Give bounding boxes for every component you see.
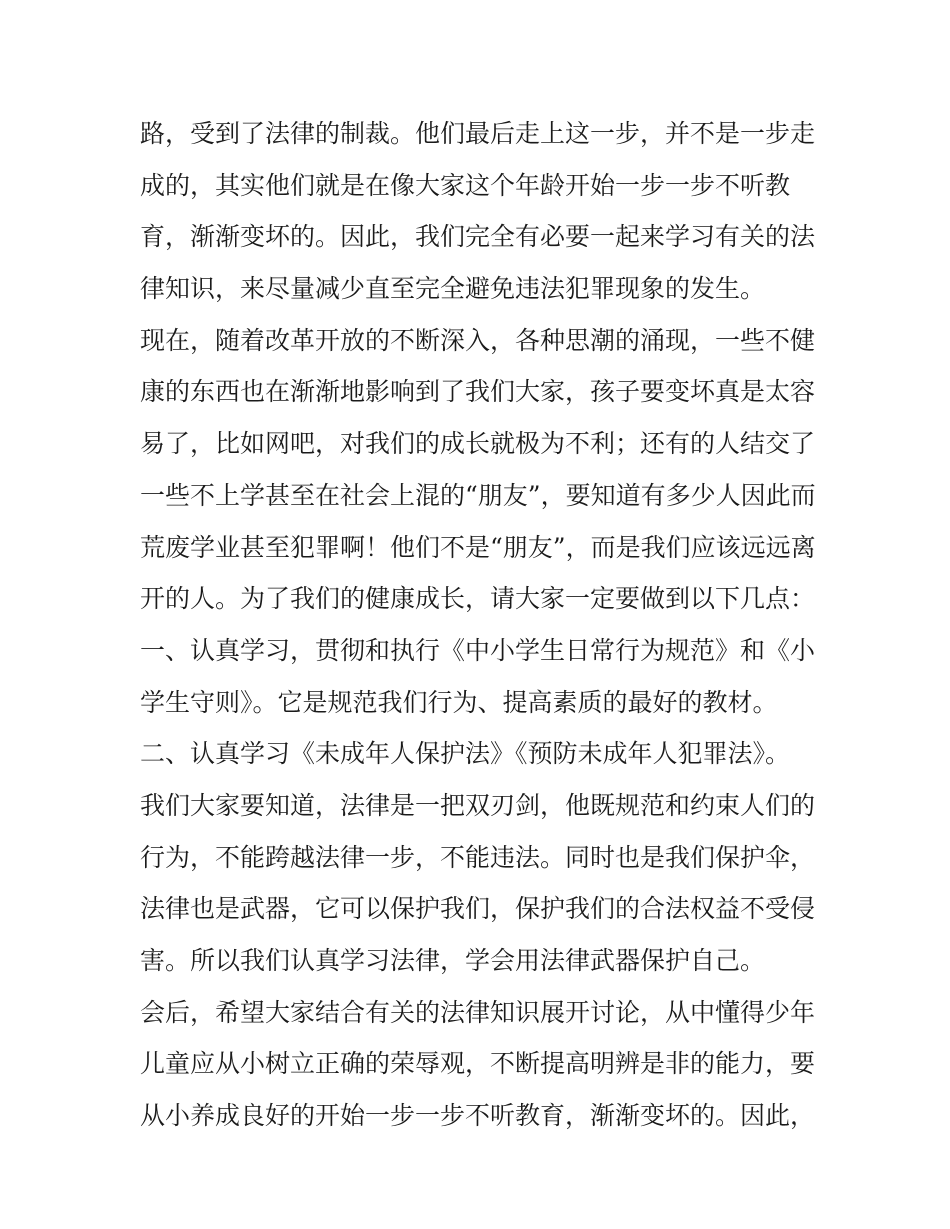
text-line-11: 一、认真学习，贯彻和执行《中小学生日常行为规范》和《小 bbox=[140, 635, 816, 665]
text-line-5: 现在，随着改革开放的不断深入，各种思潮的涌现，一些不健 bbox=[140, 325, 816, 355]
text-line-12: 学生守则》。它是规范我们行为、提高素质的最好的教材。 bbox=[140, 687, 778, 717]
text-line-15: 行为，不能跨越法律一步，不能违法。同时也是我们保护伞， bbox=[140, 842, 816, 872]
text-line-17: 害。所以我们认真学习法律，学会用法律武器保护自己。 bbox=[140, 946, 766, 975]
text-line-19: 儿童应从小树立正确的荣辱观，不断提高明辨是非的能力，要 bbox=[140, 1049, 816, 1079]
text-line-13: 二、认真学习《未成年人保护法》《预防未成年人犯罪法》。 bbox=[140, 739, 791, 769]
text-line-3: 育，渐渐变坏的。因此，我们完全有必要一起来学习有关的法 bbox=[140, 222, 816, 252]
text-line-14: 我们大家要知道，法律是一把双刃剑，他既规范和约束人们的 bbox=[140, 790, 816, 820]
text-line-20: 从小养成良好的开始一步一步不听教育，渐渐变坏的。因此， bbox=[140, 1101, 816, 1131]
text-line-8: 一些不上学甚至在社会上混的“朋友”，要知道有多少人因此而 bbox=[140, 480, 816, 510]
text-line-4: 律知识，来尽量减少直至完全避免违法犯罪现象的发生。 bbox=[140, 274, 766, 304]
text-line-2: 成的，其实他们就是在像大家这个年龄开始一步一步不听教 bbox=[140, 170, 791, 200]
text-line-9: 荒废学业甚至犯罪啊！他们不是“朋友”，而是我们应该远远离 bbox=[140, 532, 816, 562]
body-text bbox=[140, 108, 820, 1142]
text-line-16: 法律也是武器，它可以保护我们，保护我们的合法权益不受侵 bbox=[140, 894, 816, 924]
text-line-18: 会后，希望大家结合有关的法律知识展开讨论，从中懂得少年 bbox=[140, 997, 816, 1027]
text-line-1: 路，受到了法律的制裁。他们最后走上这一步，并不是一步走 bbox=[140, 119, 816, 148]
text-line-6: 康的东西也在渐渐地影响到了我们大家，孩子要变坏真是太容 bbox=[140, 377, 816, 407]
text-line-7: 易了，比如网吧，对我们的成长就极为不利；还有的人结交了 bbox=[140, 429, 816, 459]
text-line-10: 开的人。为了我们的健康成长，请大家一定要做到以下几点： bbox=[140, 584, 816, 614]
